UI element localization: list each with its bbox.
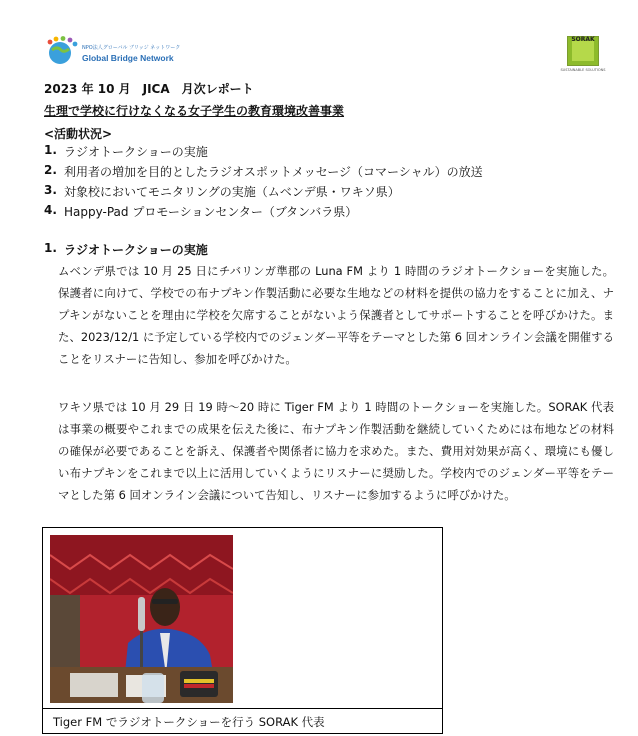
org-name: Global Bridge Network — [82, 53, 174, 63]
list-item-text: 対象校においてモニタリングの実施（ムベンデ県・ワキソ県） — [64, 185, 400, 199]
radio-studio-photo — [50, 535, 233, 703]
org-subtext: NPO法人グローバル ブリッジ ネットワーク — [82, 45, 181, 51]
sorak-logo-mark — [567, 36, 599, 66]
report-title: 2023 年 10 月 JICA 月次レポート — [44, 82, 254, 96]
activity-status-label: <活動状況> — [44, 127, 113, 141]
sorak-logo — [558, 36, 608, 76]
photo-figure — [42, 527, 443, 734]
section-title: ラジオトークショーの実施 — [64, 243, 208, 257]
global-bridge-network-logo — [44, 36, 194, 76]
list-item-text: ラジオトークショーの実施 — [64, 145, 208, 159]
sorak-tagline: SUSTAINABLE SOLUTIONS — [560, 68, 606, 72]
sorak-logo-text: SORAK — [571, 36, 595, 43]
list-item-number: 1. — [44, 143, 57, 157]
wakiso-paragraph: ワキソ県では 10 月 29 日 19 時～20 時に Tiger FM より 1 時間のトークショーを実施した。SORAK 代表は事業の概要やこれまでの成果を伝えた後に、布ナプキン作製活動を継続していくためには布地などの材料の確保が必要であることを訴え、保護者や関係者に協力を求めた。また、費用対効果が高く、環境にも優しい布ナプキンをこれまで以上に活用していくようにリスナーに奨励した。学校内でのジェンダー平等をテーマとした第 6 回オンライン会議について告知し、リスナーに参加するように呼びかけた。 — [58, 400, 614, 502]
mubende-paragraph: ムベンデ県では 10 月 25 日にチバリンガ準郡の Luna FM より 1 時間のラジオトークショーを実施した。保護者に向けて、学校での布ナプキン作製活動に必要な生地などの材料を提供の協力をすることに加え、ナプキンがないことを理由に学校を欠席することがないよう保護者としてサポートすることを呼びかけた。また、2023/12/1 に予定している学校内でのジェンダー平等をテーマとした第 6 回オンライン会議を開催することをリスナーに告知し、参加を呼びかけた。 — [58, 264, 614, 366]
list-item-number: 4. — [44, 203, 57, 217]
report-subtitle: 生理で学校に行けなくなる女子学生の教育環境改善事業 — [44, 104, 345, 118]
list-item-number: 3. — [44, 183, 57, 197]
list-item-text: 利用者の増加を目的としたラジオスポットメッセージ（コマーシャル）の放送 — [64, 165, 483, 179]
photo-caption-row — [43, 708, 442, 733]
list-item-text: Happy-Pad プロモーションセンター（ブタンバラ県） — [64, 205, 358, 219]
photo-caption: Tiger FM でラジオトークショーを行う SORAK 代表 — [53, 715, 325, 729]
section-number: 1. — [44, 241, 57, 255]
globe-people-icon — [44, 36, 80, 66]
list-item-number: 2. — [44, 163, 57, 177]
